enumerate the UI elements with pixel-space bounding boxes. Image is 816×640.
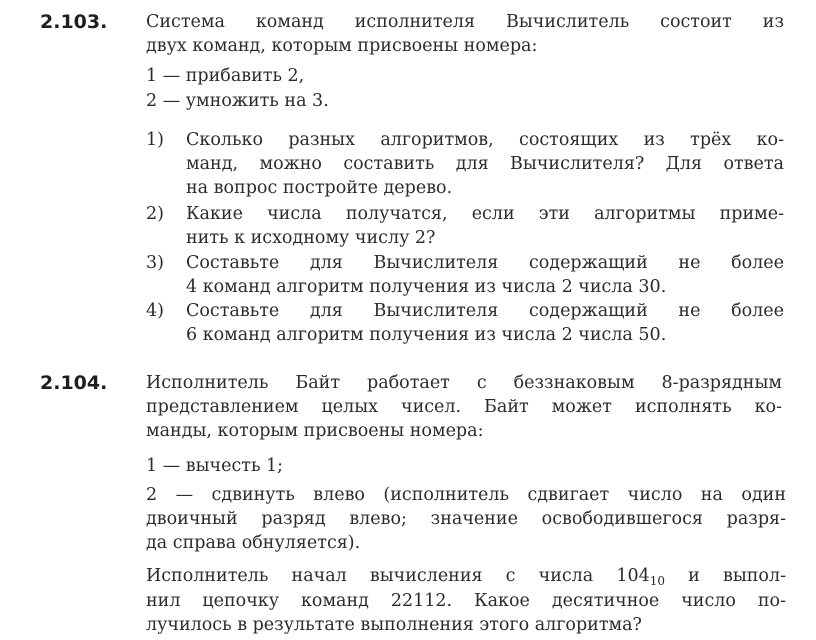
question-text-line: 6 команд алгоритм получения из числа 2 числа 50. xyxy=(186,325,667,345)
command-item: 1 — вычесть 1; xyxy=(146,456,284,476)
command-item: 2 — умножить на 3. xyxy=(146,91,329,111)
closing-text-line: лучилось в результате выполнения этого алгоритма? xyxy=(146,615,642,635)
question-text-line: на вопрос постройте дерево. xyxy=(186,178,453,198)
question-text-line: Составьте для Вычислителя содержащий не более xyxy=(186,301,784,321)
problem-text-line: двух команд, которым присвоены номера: xyxy=(146,36,538,56)
question-text-line: Сколько разных алгоритмов, состоящих из трёх ко- xyxy=(186,130,784,150)
problem-number: 2.103. xyxy=(40,11,108,33)
problem-text-line: представлением целых чисел. Байт может исполнять ко- xyxy=(146,397,782,417)
command-item: 1 — прибавить 2, xyxy=(146,66,305,86)
closing-text-part: Исполнитель начал вычисления с числа 104 xyxy=(146,566,650,586)
question-text-line: Какие числа получатся, если эти алгоритмы приме- xyxy=(186,204,784,224)
question-text-line: нить к исходному числу 2? xyxy=(186,228,436,248)
closing-text-line xyxy=(146,565,786,593)
question-marker: 2) xyxy=(146,204,164,224)
problem-text-line: Система команд исполнителя Вычислитель состоит из xyxy=(146,12,784,32)
command-item: да справа обнуляется). xyxy=(146,533,361,553)
closing-text-line: нил цепочку команд 22112. Какое десятичное число по- xyxy=(146,591,786,611)
question-marker: 3) xyxy=(146,253,164,273)
subscript-base: 10 xyxy=(649,574,666,588)
command-item: двоичный разряд влево; значение освободившегося разря- xyxy=(146,509,786,529)
problem-number: 2.104. xyxy=(40,372,108,394)
question-text-line: манд, можно составить для Вычислителя? Для ответа xyxy=(186,154,784,174)
closing-text-part: и выпол- xyxy=(665,566,786,586)
command-item: 2 — сдвинуть влево (исполнитель сдвигает число на один xyxy=(146,485,786,505)
question-text-line: Составьте для Вычислителя содержащий не более xyxy=(186,253,784,273)
problem-text-line: Исполнитель Байт работает с беззнаковым 8-разрядным xyxy=(146,373,782,393)
problem-text-line: манды, которым присвоены номера: xyxy=(146,421,484,441)
question-marker: 1) xyxy=(146,130,164,150)
question-text-line: 4 команд алгоритм получения из числа 2 числа 30. xyxy=(186,277,667,297)
question-marker: 4) xyxy=(146,301,164,321)
